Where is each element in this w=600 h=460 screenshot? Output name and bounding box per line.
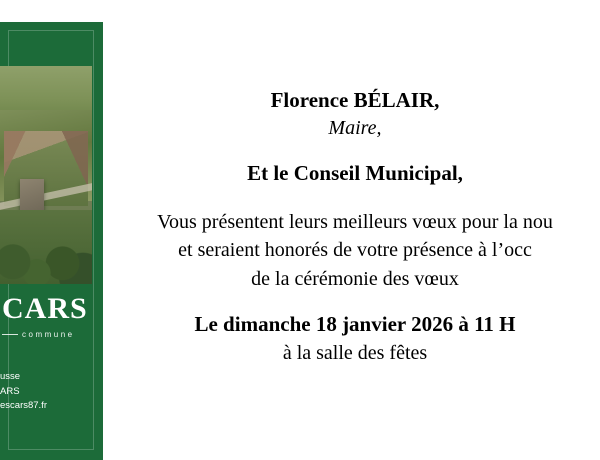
council-line: Et le Conseil Municipal, <box>247 161 463 185</box>
body-line-2: et seraient honorés de votre présence à l’occ <box>178 239 532 262</box>
contact-line-3[interactable]: escars87.fr <box>0 400 47 412</box>
contact-line-2: ARS <box>0 385 20 397</box>
logo-wordmark: CARS <box>2 292 88 325</box>
contact-line-1: usse <box>0 371 21 382</box>
contact-block <box>0 370 100 414</box>
logo-subtitle <box>0 330 92 339</box>
invitation-body <box>110 208 600 293</box>
body-line-3: de la cérémonie des vœux <box>251 267 459 290</box>
commune-logo <box>0 294 92 339</box>
left-green-panel <box>0 22 103 460</box>
logo-subtitle-text: commune <box>22 330 75 339</box>
logo-rule-icon <box>2 334 18 335</box>
mayor-name: Florence BÉLAIR, <box>270 88 440 112</box>
body-line-1: Vous présentent leurs meilleurs vœux pour la nou <box>157 211 553 233</box>
event-date: Le dimanche 18 janvier 2026 à 11 H <box>194 312 516 336</box>
mayor-role: Maire, <box>328 117 382 139</box>
village-aerial-photo <box>0 66 92 284</box>
event-place: à la salle des fêtes <box>282 342 428 364</box>
invitation-text-block <box>110 0 600 460</box>
photo-trees-layer <box>0 210 92 284</box>
